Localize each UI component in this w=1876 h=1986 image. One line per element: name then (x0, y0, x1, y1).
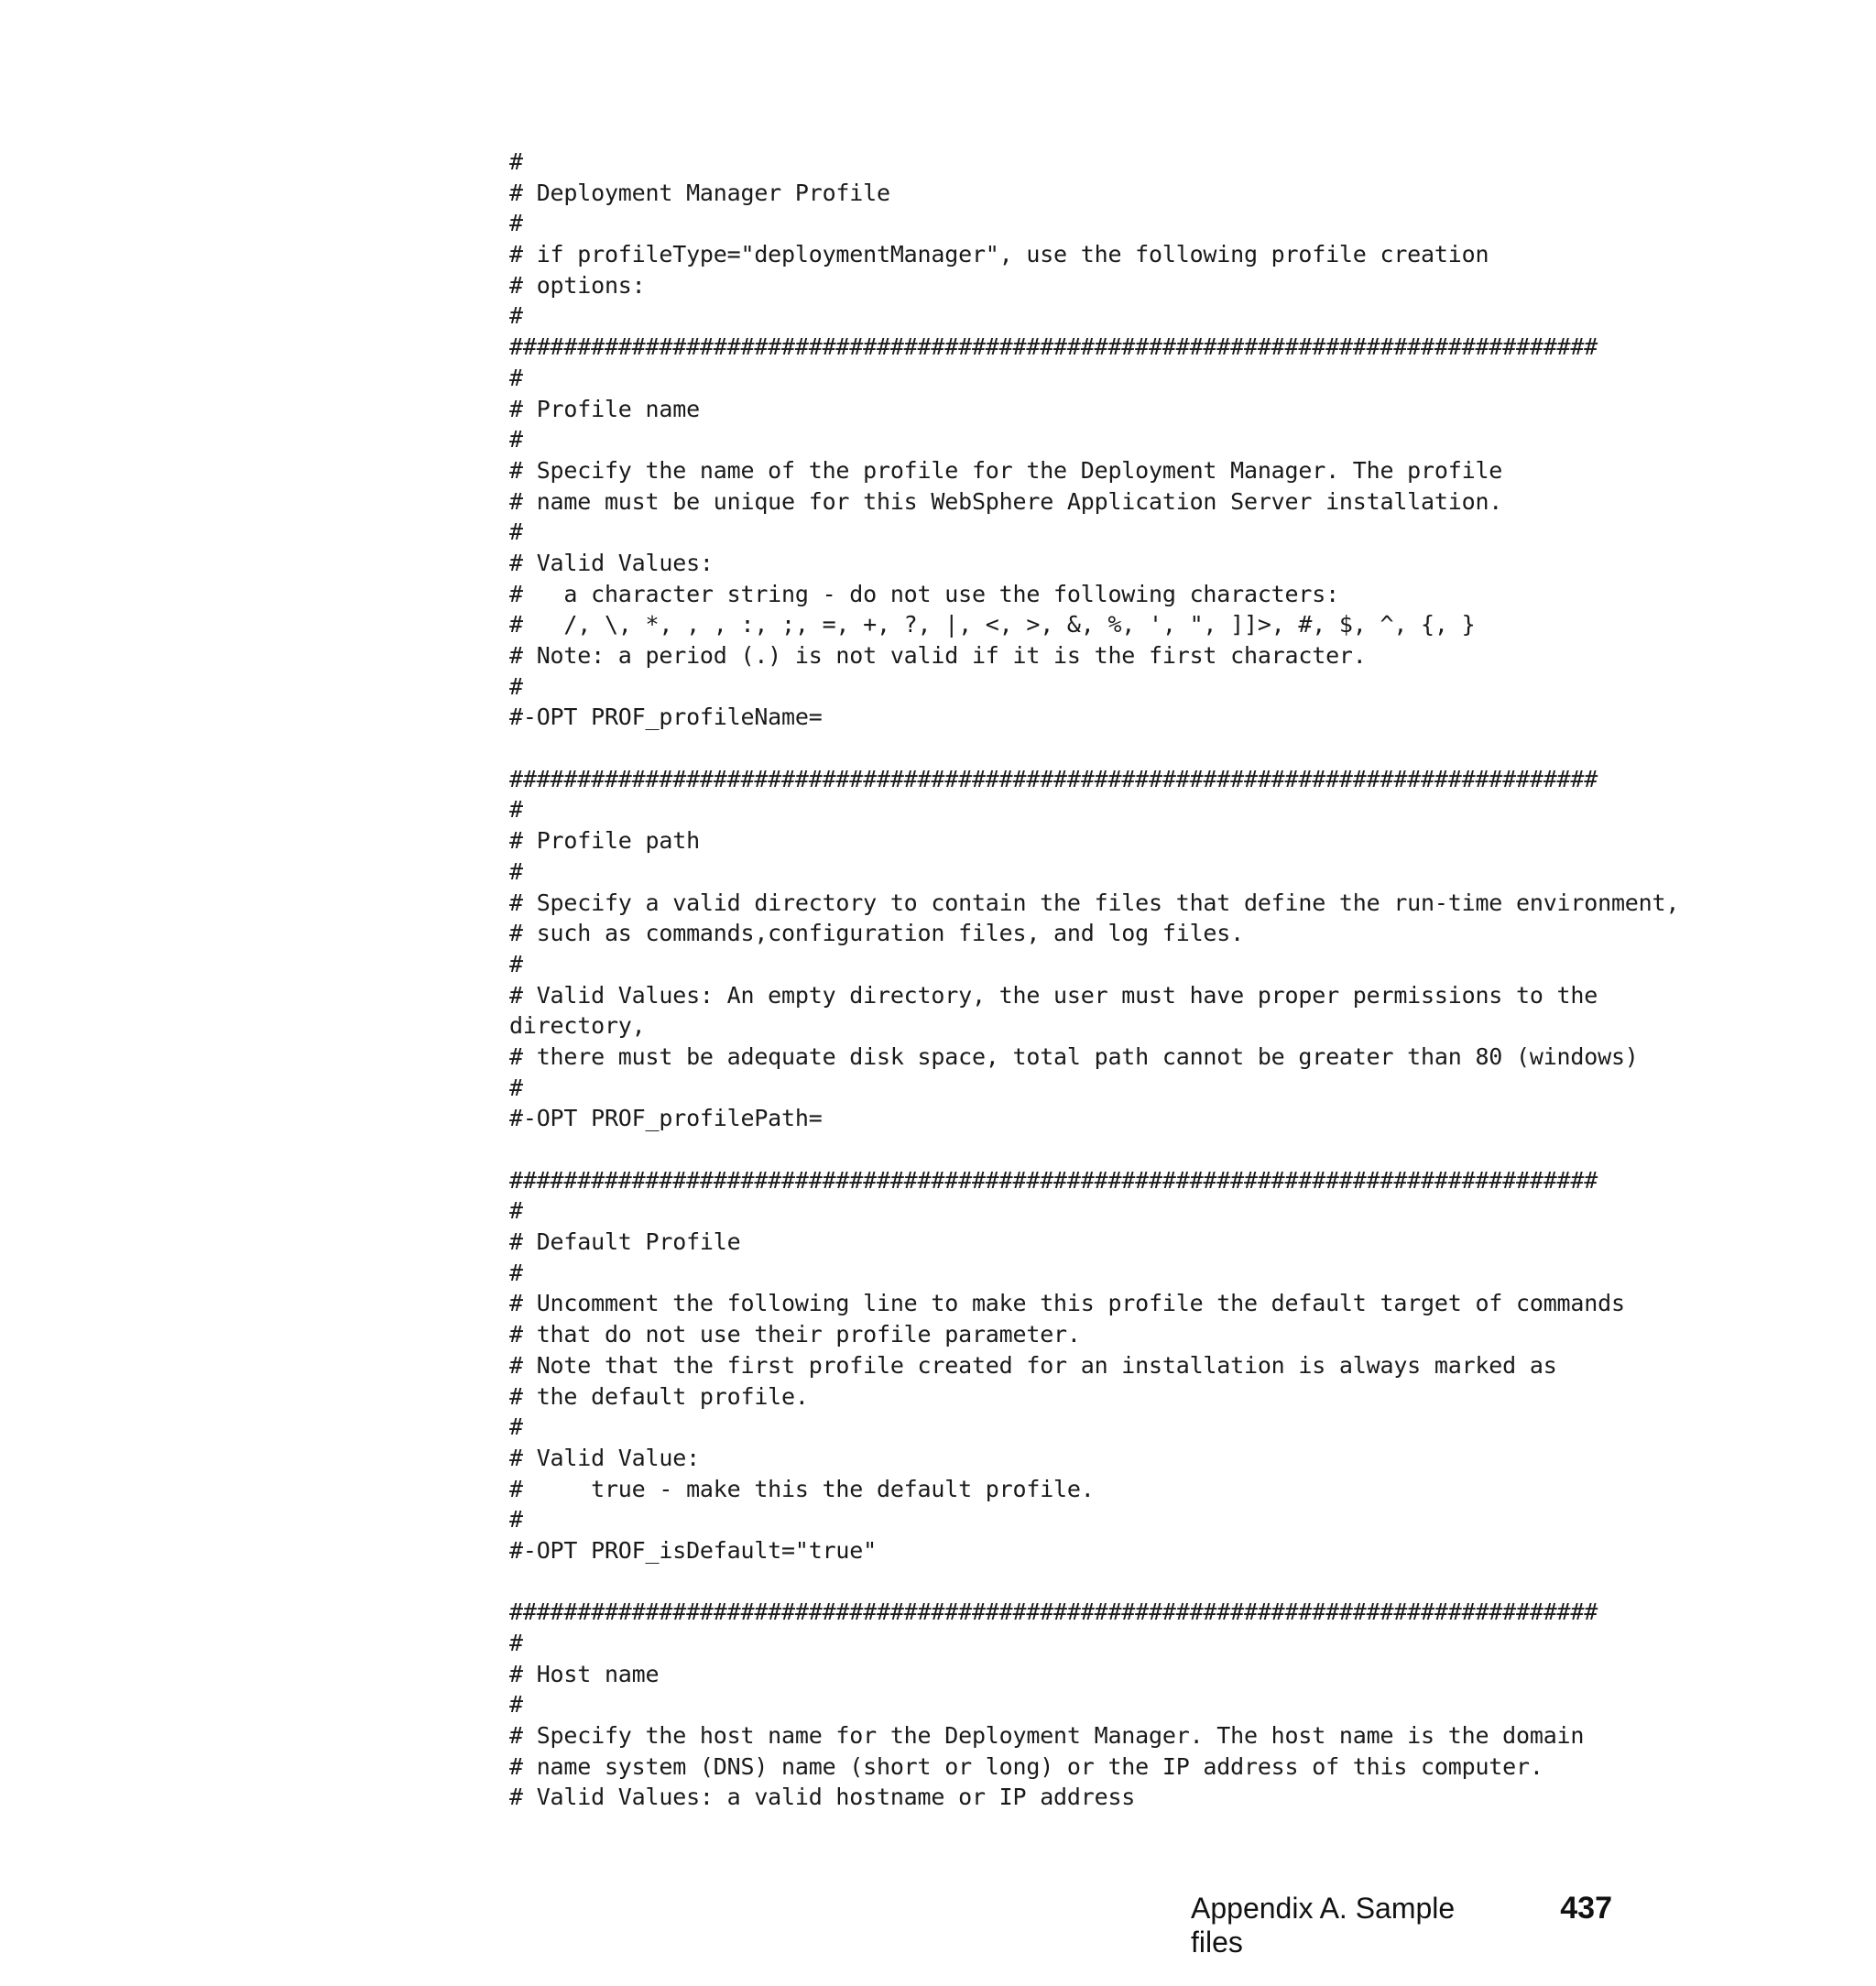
code-line: # Specify a valid directory to contain the files that define the run-time environment, (509, 889, 1680, 916)
footer-page-number: 437 (1560, 1891, 1612, 1926)
code-line: # Note: a period (.) is not valid if it is the first character. (509, 642, 1367, 669)
code-line: # Profile path (509, 827, 700, 855)
code-line: # (509, 796, 523, 824)
code-line (509, 1566, 1609, 1598)
code-line: # (509, 1259, 523, 1286)
code-line: # name must be unique for this WebSphere Application Server installation. (509, 487, 1503, 515)
code-line: #-OPT PROF_isDefault="true" (509, 1536, 877, 1564)
code-line: # Default Profile (509, 1228, 741, 1256)
code-line: # a character string - do not use the following characters: (509, 580, 1339, 607)
code-line: # (509, 148, 523, 175)
code-line: # (509, 857, 523, 885)
code-line: # (509, 364, 523, 391)
code-line: # Deployment Manager Profile (509, 179, 890, 206)
code-line: ################################################################################ (509, 1166, 1598, 1194)
page-footer (1191, 1891, 1612, 1959)
code-line: # Profile name (509, 395, 700, 422)
code-line: ################################################################################ (509, 765, 1598, 792)
sample-file-code-block (509, 147, 1680, 1813)
code-line: # Host name (509, 1660, 660, 1687)
code-line: # (509, 1413, 523, 1441)
code-line: # (509, 1197, 523, 1225)
code-line: # /, \, *, , , :, ;, =, +, ?, |, <, >, &, %, ', ", ]]>, #, $, ^, {, } (509, 611, 1476, 638)
code-line: directory, (509, 1012, 646, 1040)
code-line: # true - make this the default profile. (509, 1475, 1095, 1502)
code-line (509, 733, 1609, 764)
code-line: # (509, 302, 523, 330)
code-line: # Valid Value: (509, 1444, 700, 1471)
code-line: # the default profile. (509, 1382, 809, 1410)
code-line: # options: (509, 271, 646, 299)
code-line: # (509, 1630, 523, 1656)
code-line: # Specify the host name for the Deployment Manager. The host name is the domain (509, 1722, 1585, 1750)
code-line: ################################################################################ (509, 1599, 1598, 1626)
code-line: #-OPT PROF_profileName= (509, 704, 823, 731)
code-line: ################################################################################ (509, 333, 1598, 361)
code-line: # (509, 426, 523, 453)
code-line (509, 1134, 1609, 1165)
code-line: #-OPT PROF_profilePath= (509, 1105, 823, 1132)
code-line: # (509, 1074, 523, 1101)
code-line: # (509, 950, 523, 977)
code-line: # Valid Values: An empty directory, the user must have proper permissions to the (509, 981, 1598, 1009)
code-line: # Valid Values: a valid hostname or IP address (509, 1784, 1136, 1811)
code-line: # there must be adequate disk space, total path cannot be greater than 80 (windows) (509, 1042, 1639, 1070)
code-line: # Specify the name of the profile for the Deployment Manager. The profile (509, 456, 1503, 484)
code-line: # Valid Values: (509, 549, 714, 576)
code-line: # (509, 210, 523, 237)
code-line: # (509, 672, 523, 700)
code-line: # (509, 518, 523, 546)
code-line: # Uncomment the following line to make this profile the default target of commands (509, 1290, 1625, 1317)
code-line: # (509, 1506, 523, 1533)
code-line: # if profileType="deploymentManager", use the following profile creation (509, 241, 1489, 268)
code-line: # (509, 1691, 523, 1719)
code-line: # Note that the first profile created for an installation is always marked as (509, 1351, 1557, 1379)
code-line: # name system (DNS) name (short or long) or the IP address of this computer. (509, 1752, 1543, 1780)
code-line: # such as commands,configuration files, and log files. (509, 920, 1244, 947)
code-line: # that do not use their profile parameter. (509, 1321, 1081, 1348)
footer-chapter-title: Appendix A. Sample files (1191, 1892, 1456, 1959)
